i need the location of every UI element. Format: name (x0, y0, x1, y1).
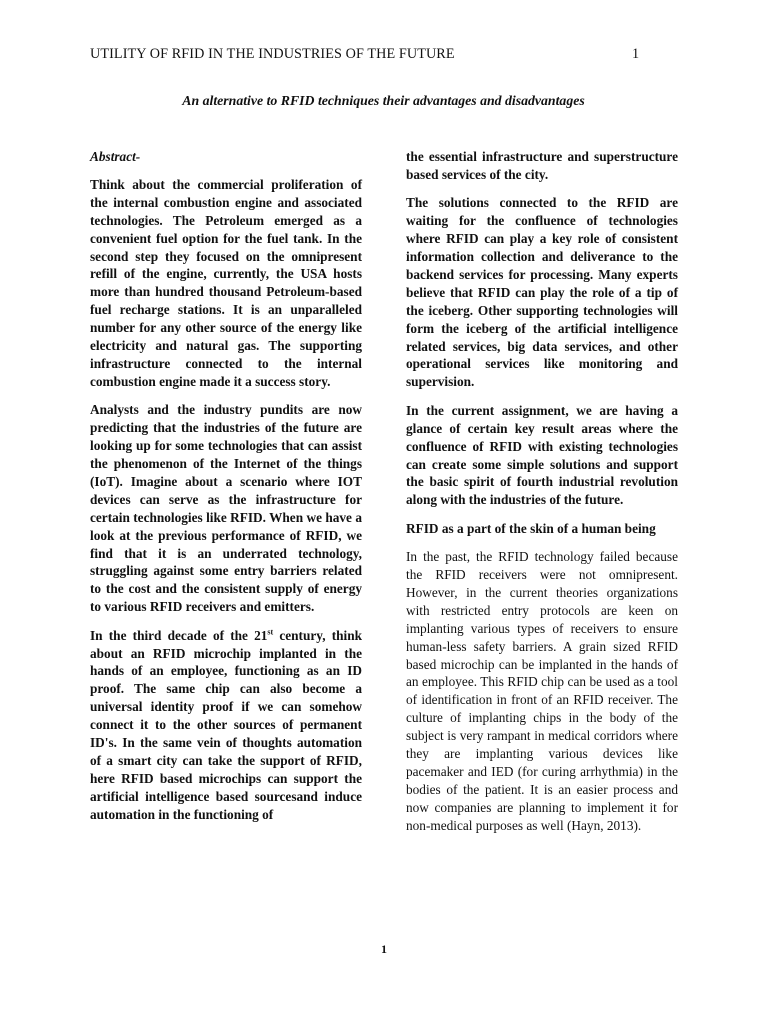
ordinal-superscript: st (267, 627, 274, 637)
paragraph-3-start: In the third decade of the 21 (90, 627, 268, 643)
paragraph-rfid-skin: In the past, the RFID technology failed because the RFID receivers were not omnipresent. However, in the current theories organizations with restricted entry protocols are keen on implanting various types of receivers to ensure human-less safety barriers. A grain sized RFID based microchip can be implanted in the hands of an employee. This RFID chip can be used as a tool of identification in front of an RFID receiver. The culture of implanting chips in the body of the subject is very rampant in medical corridors where they are implanting various devices like pacemaker and IED (for curing arrhythmia) in the bodies of the patient. It is an easier process and now companies are planning to implement it for non-medical purposes as well (Hayn, 2013). (406, 549, 678, 833)
section-heading: RFID as a part of the skin of a human being (406, 520, 656, 536)
paragraph-abstract-3 (90, 627, 362, 824)
paragraph-continuation: the essential infrastructure and superstructure based services of the city. (406, 149, 678, 182)
abstract-heading: Abstract- (90, 149, 141, 164)
paragraph-3-rest: century, think about an RFID microchip implanted in the hands of an employee, functioning as an ID proof. The same chip can also become a universal identity proof if we can somehow connect it to the other sources of permanent ID's. In the same vein of thoughts automation of a smart city can take the support of RFID, here RFID based microchips can support the artificial intelligence based sourcesand induce automation in the functioning of (90, 627, 363, 822)
paragraph-abstract-1: Think about the commercial proliferation of the internal combustion engine and associated technologies. The Petroleum emerged as a convenient fuel option for the fuel tank. In the second step they focused on the omnipresent refill of the engine, currently, the USA hosts more than hundred thousand Petroleum-based fuel recharge stations. It is an unparalleled number for any other source of the energy like electricity and natural gas. The supporting infrastructure connected to the internal combustion engine made it a success story. (90, 176, 362, 389)
footer-page-number: 1 (381, 942, 387, 956)
paragraph-abstract-2: Analysts and the industry pundits are now predicting that the industries of the future are looking up for some technologies that can assist the phenomenon of the Internet of the things (IoT). Imagine about a scenario where IOT devices can serve as the infrastructure for certain technologies like RFID. When we have a look at the previous performance of RFID, we find that it is an underrated technology, struggling against some entry barriers related to the cost and the consistent supply of energy to various RFID receivers and emitters. (90, 402, 362, 615)
right-column (406, 148, 678, 845)
document-title: An alternative to RFID techniques their advantages and disadvantages (182, 93, 585, 108)
header-page-number: 1 (632, 46, 640, 62)
running-head: UTILITY OF RFID IN THE INDUSTRIES OF THE FUTURE (90, 46, 455, 62)
paragraph-assignment: In the current assignment, we are having a glance of certain key result areas where the confluence of RFID with existing technologies can create some simple solutions and support the basic spirit of fourth industrial revolution along with the industries of the future. (406, 402, 678, 508)
paragraph-solutions: The solutions connected to the RFID are waiting for the confluence of technologies where RFID can play a key role of consistent information collection and deliverance to the backend services for processing. Many experts believe that RFID can play the role of a tip of the iceberg. Other supporting technologies will form the iceberg of the artificial intelligence related services, big data services, and other operational services like monitoring and supervision. (406, 195, 678, 390)
left-column (90, 148, 362, 834)
